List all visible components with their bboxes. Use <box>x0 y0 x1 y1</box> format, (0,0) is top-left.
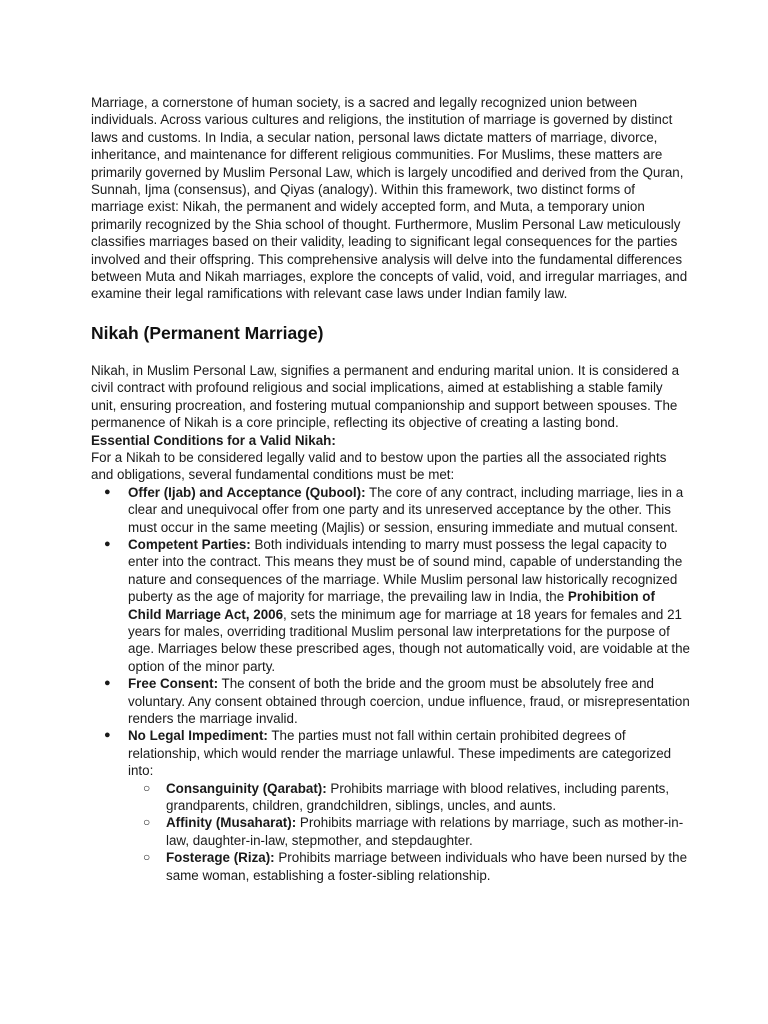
bullet-icon: ● <box>104 485 111 498</box>
impediment-text: Prohibits marriage with relations by marriage, such as mother-in-law, daughter-in-law, stepmother, and stepdaughter. <box>166 815 684 848</box>
hollow-bullet-icon: ○ <box>143 850 151 865</box>
condition-term: Free Consent: <box>128 676 219 692</box>
condition-term: No Legal Impediment: <box>128 728 268 744</box>
impediment-term: Consanguinity (Qarabat): <box>166 780 327 796</box>
bullet-icon: ● <box>104 677 111 690</box>
impediment-text: Prohibits marriage between individuals who have been nursed by the same woman, establishing a foster-sibling relationship. <box>166 850 688 883</box>
hollow-bullet-icon: ○ <box>143 780 151 795</box>
impediment-term: Affinity (Musaharat): <box>166 815 297 831</box>
document-page <box>91 94 691 884</box>
sub-list-item <box>143 849 691 884</box>
nikah-description: Nikah, in Muslim Personal Law, signifies a permanent and enduring marital union. It is considered a civil contract with profound religious and social implications, aimed at establishing a stable family unit, ensuring procreation, and fostering mutual companionship and support between spouses. The permanence of Nikah is a core principle, reflecting its objective of creating a lasting bond. <box>91 362 680 431</box>
conditions-intro: For a Nikah to be considered legally valid and to bestow upon the parties all the associated rights and obligations, several fundamental conditions must be met: <box>91 449 667 483</box>
condition-text: The consent of both the bride and the groom must be absolutely free and voluntary. Any consent obtained through coercion, undue influence, fraud, or misrepresentation renders the marriage invalid. <box>128 676 690 726</box>
condition-term: Competent Parties: <box>128 536 251 552</box>
bullet-icon: ● <box>104 537 111 550</box>
list-item <box>104 484 691 536</box>
condition-term: Offer (Ijab) and Acceptance (Qubool): <box>128 484 366 500</box>
intro-paragraph: Marriage, a cornerstone of human society, is a sacred and legally recognized union between individuals. Across various cultures and religions, the institution of marriage is governed by distinct laws and customs. In India, a secular nation, personal laws dictate matters of marriage, divorce, inheritance, and maintenance for different religious communities. For Muslims, these matters are primarily governed by Muslim Personal Law, which is largely uncodified and derived from the Quran, Sunnah, Ijma (consensus), and Qiyas (analogy). Within this framework, two distinct forms of marriage exist: Nikah, the permanent and widely accepted form, and Muta, a temporary union primarily recognized by the Shia school of thought. Furthermore, Muslim Personal Law meticulously classifies marriages based on their validity, leading to significant legal consequences for the parties involved and their offspring. This comprehensive analysis will delve into the fundamental differences between Muta and Nikah marriages, explore the concepts of valid, void, and irregular marriages, and examine their legal ramifications with relevant case laws under Indian family law. <box>91 95 688 302</box>
condition-text-continued: , sets the minimum age for marriage at 18 years for females and 21 years for males, overriding traditional Muslim personal law interpretations for the purpose of age. Marriages below these prescribed ages, though not automatically void, are voidable at the option of the minor party. <box>128 606 691 674</box>
list-item <box>104 675 691 727</box>
impediments-list <box>128 780 691 884</box>
condition-text: The core of any contract, including marriage, lies in a clear and unequivocal offer from one party and its unreserved acceptance by the other. This must occur in the same meeting (Majlis) or session, ensuring immediate and mutual consent. <box>128 484 684 535</box>
hollow-bullet-icon: ○ <box>143 815 151 830</box>
sub-list-item <box>143 780 691 815</box>
act-name: Prohibition of Child Marriage Act, 2006 <box>128 589 655 622</box>
bullet-icon: ● <box>104 729 111 742</box>
list-item <box>104 536 691 675</box>
condition-text: Both individuals intending to marry must possess the legal capacity to enter into the contract. This means they must be of sound mind, capable of understanding the nature and consequences of the marriage. While Muslim personal law historically recognized puberty as the age of majority for marriage, the prevailing law in India, the <box>128 536 683 605</box>
impediment-term: Fosterage (Riza): <box>166 850 275 866</box>
list-item <box>104 727 691 884</box>
conditions-heading: Essential Conditions for a Valid Nikah: <box>91 432 336 448</box>
condition-text: The parties must not fall within certain prohibited degrees of relationship, which would render the marriage unlawful. These impediments are categorized into: <box>128 728 672 779</box>
sub-list-item <box>143 814 691 849</box>
impediment-text: Prohibits marriage with blood relatives, including parents, grandparents, children, grandchildren, siblings, uncles, and aunts. <box>166 780 670 814</box>
section-heading-nikah: Nikah (Permanent Marriage) <box>91 322 324 343</box>
conditions-list <box>91 484 691 884</box>
